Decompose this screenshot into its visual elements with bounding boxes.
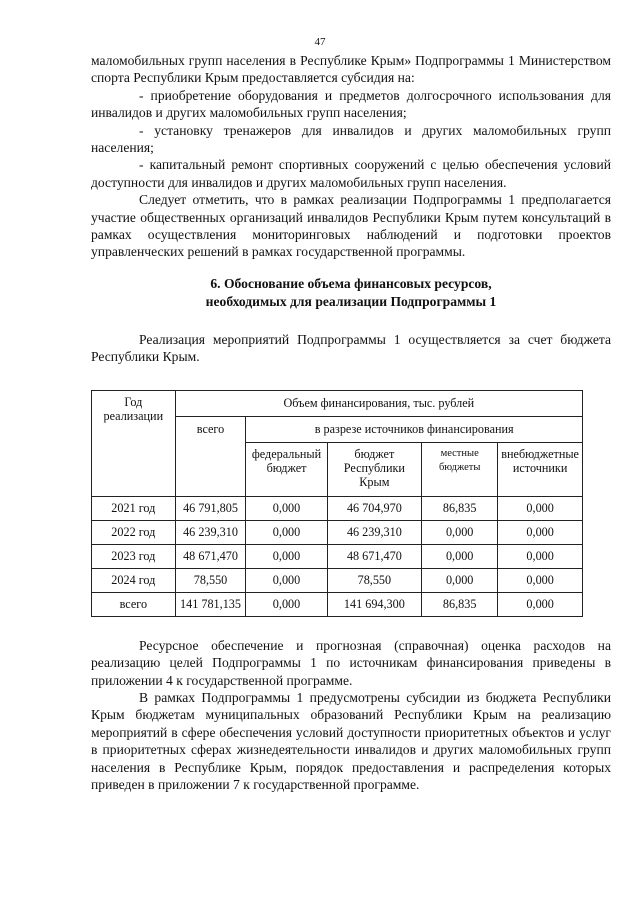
cell-federal: 0,000 bbox=[246, 520, 327, 544]
paragraph: Реализация мероприятий Подпрограммы 1 осуществляется за счет бюджета Республики Крым. bbox=[91, 331, 611, 365]
document-body bbox=[91, 52, 611, 793]
cell-total: 48 671,470 bbox=[175, 544, 246, 568]
cell-extra: 0,000 bbox=[498, 592, 583, 616]
cell-local: 0,000 bbox=[422, 544, 498, 568]
cell-local: 86,835 bbox=[422, 592, 498, 616]
section-heading-line: 6. Обоснование объема финансовых ресурсов, bbox=[210, 275, 492, 291]
table-row-total bbox=[92, 592, 583, 616]
paragraph: маломобильных групп населения в Республике Крым» Подпрограммы 1 Министерством спорта Республики Крым предоставляется субсидия на: bbox=[91, 53, 611, 86]
header-sources: в разрезе источников финансирования bbox=[246, 416, 583, 442]
cell-year: 2021 год bbox=[92, 496, 176, 520]
cell-federal: 0,000 bbox=[246, 496, 327, 520]
header-crimea: бюджет Республики Крым bbox=[327, 442, 421, 496]
header-federal: федеральный бюджет bbox=[246, 442, 327, 496]
financing-table bbox=[91, 390, 583, 617]
cell-federal: 0,000 bbox=[246, 592, 327, 616]
cell-crimea: 46 239,310 bbox=[327, 520, 421, 544]
cell-extra: 0,000 bbox=[498, 496, 583, 520]
cell-total: 141 781,135 bbox=[175, 592, 246, 616]
cell-year: 2022 год bbox=[92, 520, 176, 544]
cell-year: 2024 год bbox=[92, 568, 176, 592]
table-row bbox=[92, 496, 583, 520]
cell-local: 0,000 bbox=[422, 568, 498, 592]
cell-crimea: 46 704,970 bbox=[327, 496, 421, 520]
header-local: местные бюджеты bbox=[422, 442, 498, 496]
table-row bbox=[92, 568, 583, 592]
cell-year: всего bbox=[92, 592, 176, 616]
header-year: Год реализации bbox=[92, 390, 176, 496]
table-row bbox=[92, 520, 583, 544]
table-body bbox=[92, 496, 583, 616]
cell-extra: 0,000 bbox=[498, 520, 583, 544]
table-row bbox=[92, 544, 583, 568]
list-item: - капитальный ремонт спортивных сооружений с целью обеспечения условий доступности для инвалидов и других маломобильных групп населения. bbox=[91, 157, 611, 190]
paragraph: Следует отметить, что в рамках реализации Подпрограммы 1 предполагается участие общественных организаций инвалидов Республики Крым путем консультаций в рамках осуществления мониторинговых наблюдений и подготовки проектов управленческих решений в рамках государственной программы. bbox=[91, 192, 611, 260]
list-item: - приобретение оборудования и предметов долгосрочного использования для инвалидов и других маломобильных групп населения; bbox=[91, 87, 611, 121]
cell-local: 86,835 bbox=[422, 496, 498, 520]
section-heading-line: необходимых для реализации Подпрограммы 1 bbox=[205, 293, 497, 309]
header-total: всего bbox=[175, 416, 246, 496]
cell-year: 2023 год bbox=[92, 544, 176, 568]
cell-total: 78,550 bbox=[175, 568, 246, 592]
cell-local: 0,000 bbox=[422, 520, 498, 544]
list-item: - установку тренажеров для инвалидов и других маломобильных групп населения; bbox=[91, 122, 611, 156]
cell-total: 46 791,805 bbox=[175, 496, 246, 520]
cell-extra: 0,000 bbox=[498, 544, 583, 568]
cell-federal: 0,000 bbox=[246, 568, 327, 592]
cell-federal: 0,000 bbox=[246, 544, 327, 568]
cell-crimea: 78,550 bbox=[327, 568, 421, 592]
section-heading bbox=[91, 275, 611, 311]
paragraph: Ресурсное обеспечение и прогнозная (справочная) оценка расходов на реализацию целей Подпрограммы 1 по источникам финансирования приведены в приложении 4 к государственной программе. bbox=[91, 637, 611, 688]
cell-crimea: 141 694,300 bbox=[327, 592, 421, 616]
page-number: 47 bbox=[314, 36, 326, 48]
cell-extra: 0,000 bbox=[498, 568, 583, 592]
header-extra: внебюджетные источники bbox=[498, 442, 583, 496]
cell-crimea: 48 671,470 bbox=[327, 544, 421, 568]
paragraph: В рамках Подпрограммы 1 предусмотрены субсидии из бюджета Республики Крым бюджетам муниципальных образований Республики Крым на реализацию мероприятий в сфере обеспечения условий доступности приоритетных объектов и услуг в приоритетных сферах жизнедеятельности инвалидов и других маломобильных групп населения в Республике Крым, порядок предоставления и распределения которых приведен в приложении 7 к государственной программе. bbox=[91, 689, 611, 792]
header-volume: Объем финансирования, тыс. рублей bbox=[175, 390, 582, 416]
cell-total: 46 239,310 bbox=[175, 520, 246, 544]
